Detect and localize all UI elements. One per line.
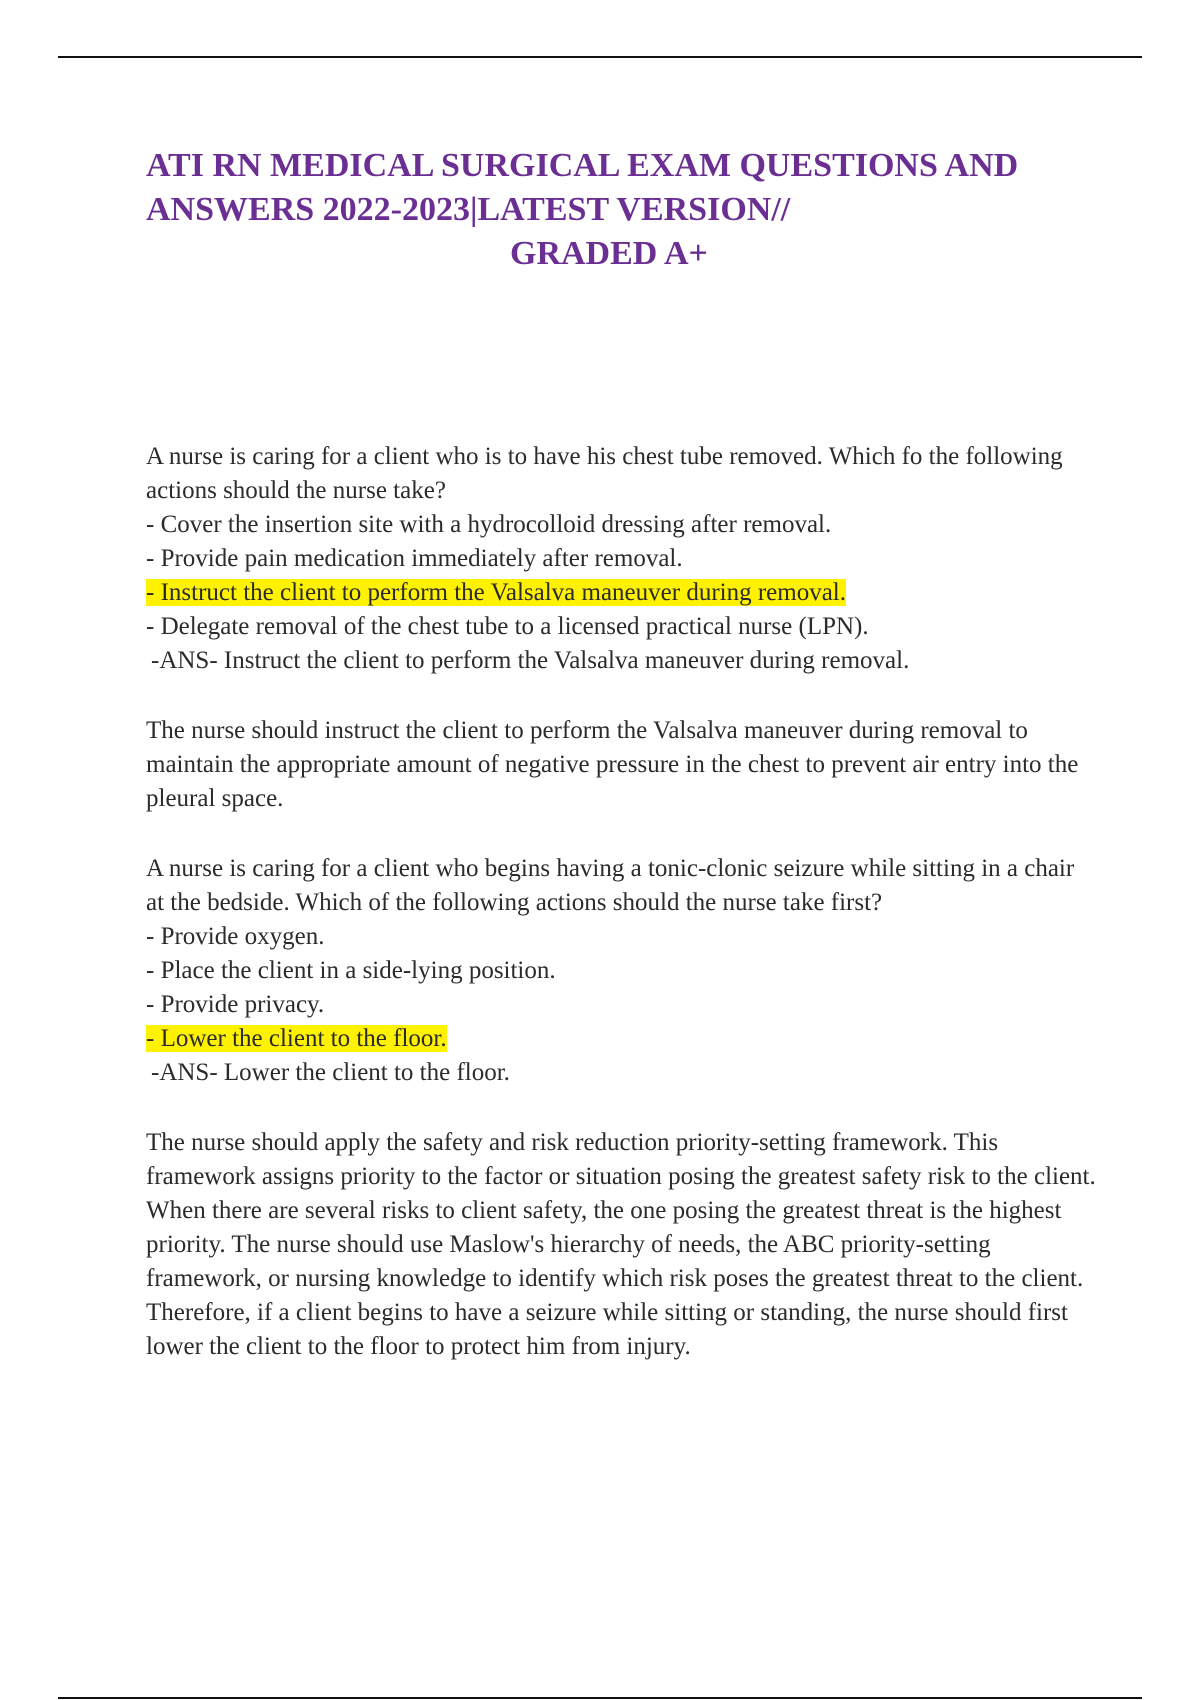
top-rule bbox=[58, 56, 1142, 58]
answer-option: - Delegate removal of the chest tube to a licensed practical nurse (LPN). bbox=[146, 613, 869, 640]
rationale-text: The nurse should apply the safety and risk reduction priority-setting framework. This framework assigns priority to the factor or situation posing the greatest safety risk to the client. When there are several risks to client safety, the one posing the greatest threat is the highest priority. The nurse should use Maslow's hierarchy of needs, the ABC priority-setting framework, or nursing knowledge to identify which risk poses the greatest threat to the client. Therefore, if a client begins to have a seizure while sitting or standing, the nurse should first lower the client to the floor to protect him from injury. bbox=[146, 1129, 1102, 1360]
answer-option: - Place the client in a side-lying position. bbox=[146, 957, 556, 984]
bottom-rule bbox=[58, 1697, 1142, 1699]
question-text: A nurse is caring for a client who begins having a tonic-clonic seizure while sitting in a chair at the bedside. Which of the following actions should the nurse take first? bbox=[146, 855, 1075, 916]
answer-key: -ANS- Lower the client to the floor. bbox=[151, 1059, 510, 1086]
rationale-text: The nurse should instruct the client to perform the Valsalva maneuver during removal to maintain the appropriate amount of negative pressure in the chest to prevent air entry into the pleural space. bbox=[146, 717, 1085, 812]
title-line-1: ATI RN MEDICAL SURGICAL EXAM QUESTIONS AND bbox=[146, 147, 1019, 184]
answer-option: - Cover the insertion site with a hydrocolloid dressing after removal. bbox=[146, 511, 832, 538]
answer-option-highlighted: - Lower the client to the floor. bbox=[146, 1025, 447, 1052]
question-block bbox=[146, 852, 1096, 1090]
answer-option: - Provide pain medication immediately after removal. bbox=[146, 545, 683, 572]
answer-option-highlighted: - Instruct the client to perform the Valsalva maneuver during removal. bbox=[146, 579, 846, 606]
document-title bbox=[146, 144, 1146, 276]
answer-option: - Provide oxygen. bbox=[146, 923, 325, 950]
question-block bbox=[146, 440, 1096, 678]
title-line-2: ANSWERS 2022-2023|LATEST VERSION// bbox=[146, 191, 791, 228]
answer-option: - Provide privacy. bbox=[146, 991, 325, 1018]
question-text: A nurse is caring for a client who is to have his chest tube removed. Which fo the following actions should the nurse take? bbox=[146, 443, 1063, 504]
document-body bbox=[146, 440, 1102, 1364]
answer-key: -ANS- Instruct the client to perform the Valsalva maneuver during removal. bbox=[151, 647, 910, 674]
title-line-3: GRADED A+ bbox=[510, 235, 708, 272]
